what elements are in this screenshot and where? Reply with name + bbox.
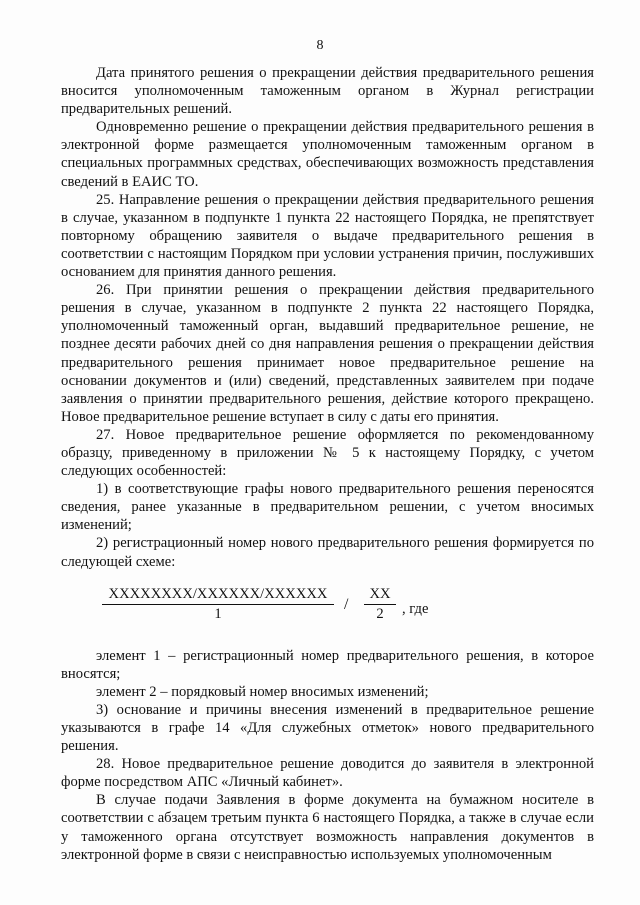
page-number: 8 <box>316 38 324 53</box>
formula-numerator-2: XX <box>364 586 396 605</box>
registration-number-formula <box>61 582 594 638</box>
paragraph: Дата принятого решения о прекращении действия предварительного решения вносится уполномоченным таможенным органом в Журнал регистрации предварительных решений. <box>61 65 594 118</box>
paragraph: 26. При принятии решения о прекращении действия предварительного решения в случае, указанном в подпункте 2 пункта 22 настоящего Порядка, уполномоченный таможенный орган, выдавший предварительное решение, не позднее десяти рабочих дней со дня направления решения о прекращении действия предварительного решения принимает новое предварительное решение на основании документов и (или) сведений, представленных заявителем при подаче заявления о принятии предварительного решения, действие которого прекращено. Новое предварительное решение вступает в силу с даты его принятия. <box>61 282 594 425</box>
paragraph: 1) в соответствующие графы нового предварительного решения переносятся сведения, ранее указанные в предварительном решении, с учетом вносимых изменений; <box>61 481 594 534</box>
paragraph: элемент 1 – регистрационный номер предварительного решения, в которое вносятся; <box>61 647 594 682</box>
formula-suffix: , где <box>402 600 429 617</box>
paragraph: 25. Направление решения о прекращении действия предварительного решения в случае, указанном в подпункте 1 пункта 22 настоящего Порядка, не препятствует повторному обращению заявителя о выдаче предварительного решения в соответствии с настоящим Порядком при условии устранения причин, послуживших основанием для принятия данного решения. <box>61 191 594 281</box>
document-body <box>61 64 594 864</box>
formula-denominator-2: 2 <box>376 605 384 622</box>
formula-fraction-1 <box>102 586 334 624</box>
formula-denominator-1: 1 <box>214 605 222 622</box>
paragraph: элемент 2 – порядковый номер вносимых изменений; <box>96 683 429 700</box>
formula-fraction-2 <box>364 586 396 624</box>
formula-separator: / <box>344 595 349 613</box>
paragraph: Одновременно решение о прекращении действия предварительного решения в электронной форме размещается уполномоченным таможенным органом в специальных программных средствах, обеспечивающих возможность представления сведений в ЕАИС ТО. <box>61 119 594 190</box>
formula-numerator-1: XXXXXXXX/XXXXXX/XXXXXX <box>102 586 334 605</box>
paragraph: 28. Новое предварительное решение доводится до заявителя в электронной форме посредством АПС «Личный кабинет». <box>61 756 594 791</box>
paragraph: В случае подачи Заявления в форме документа на бумажном носителе в соответствии с абзацем третьим пункта 6 настоящего Порядка, а также в случае если у таможенного органа отсутствует возможность направления документов в электронной форме в связи с неисправностью используемых уполномоченным <box>61 792 594 863</box>
paragraph: 27. Новое предварительное решение оформляется по рекомендованному образцу, приведенному в приложении № 5 к настоящему Порядку, с учетом следующих особенностей: <box>61 426 594 480</box>
paragraph: 3) основание и причины внесения изменений в предварительное решение указываются в графе 14 «Для служебных отметок» нового предварительного решения. <box>61 701 594 755</box>
paragraph: 2) регистрационный номер нового предварительного решения формируется по следующей схеме: <box>61 535 594 570</box>
